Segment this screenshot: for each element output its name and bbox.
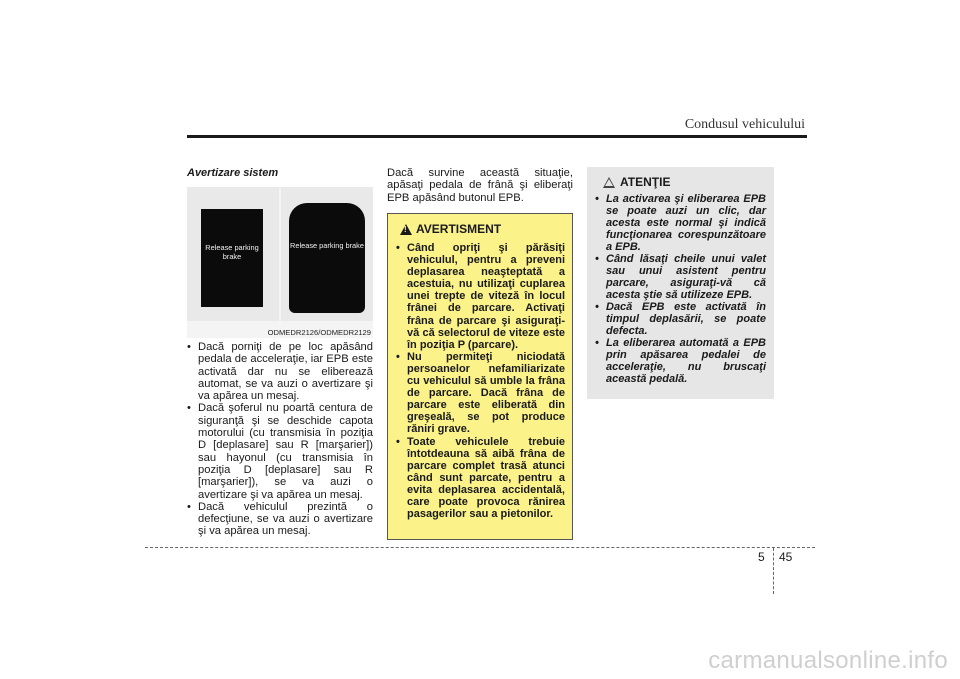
attention-box — [587, 167, 774, 399]
watermark: carmanualsonline.info — [708, 647, 948, 674]
list-item: • Când opriţi şi părăsiţi vehiculul, pentru a preveni deplasarea neaşteptată a acestuia, nu utilizaţi cuplarea unei trepte de viteză în locul frânei de parcare. Activaţi frâna de parcare şi asiguraţi-vă că selectorul de viteze este în poziţia P (parcare). — [396, 242, 565, 351]
cluster-screen-right — [289, 203, 365, 313]
footer-dashed-rule — [145, 547, 815, 548]
attention-header — [603, 175, 766, 189]
list-item: • Când lăsaţi cheile unui valet sau unui asistent pentru parcare, asiguraţi-vă că acesta ştie să utilizeze EPB. — [595, 253, 766, 301]
screen-message: Release parking brake — [205, 243, 259, 261]
page-number-divider — [773, 548, 774, 594]
figure-caption: ODMEDR2126/ODMEDR2129 — [267, 328, 371, 337]
list-item: • Dacă porniţi de pe loc apăsând pedala de acceleraţie, iar EPB este activată dar nu se eliberează automat, se va auzi o avertizare şi va apărea un mesaj. — [187, 341, 373, 402]
system-warning-list — [187, 341, 373, 538]
header-rule — [187, 135, 807, 138]
warning-header — [400, 222, 565, 236]
screen-message: Release parking brake — [290, 241, 364, 250]
warning-triangle-icon — [400, 224, 412, 235]
figure-panel-left — [187, 187, 279, 321]
list-item: • Toate vehiculele trebuie întotdeauna să aibă frâna de parcare complet trasă atunci când sunt parcate, pentru a evita deplasarea accidentală, care poate provoca rănirea pasagerilor sau a pietonilor. — [396, 436, 565, 521]
caution-triangle-icon — [603, 177, 615, 188]
cluster-message-figure — [187, 187, 373, 338]
chapter-number: 5 — [758, 550, 765, 564]
list-item: • La activarea şi eliberarea EPB se poate auzi un clic, dar acesta este normal şi indică funcţionarea corespunzătoare a EPB. — [595, 193, 766, 253]
figure-panel-right — [281, 187, 373, 321]
list-item: • La eliberarea automată a EPB prin apăsarea pedalei de acceleraţie, nu bruscaţi această pedală. — [595, 337, 766, 385]
warning-list — [396, 242, 565, 520]
page-number: 45 — [779, 550, 793, 564]
column-middle-intro: Dacă survine această situaţie, apăsaţi pedala de frână şi eliberaţi EPB apăsând butonul EPB. — [387, 167, 573, 204]
warning-title: AVERTISMENT — [416, 222, 502, 236]
attention-list — [595, 193, 766, 385]
list-item: • Dacă şoferul nu poartă centura de siguranţă şi se deschide capota motorului (cu transmisia în poziţia D [deplasare] sau R [marşarier]) sau hayonul (cu transmisia în poziţia D [deplasare] sau R [marşarier]), se va auzi o avertizare şi va apărea un mesaj. — [187, 402, 373, 500]
section-heading: Avertizare sistem — [187, 167, 279, 179]
warning-box — [387, 213, 573, 540]
cluster-screen-left — [201, 209, 263, 307]
attention-title: ATENŢIE — [620, 175, 671, 189]
list-item: • Dacă vehiculul prezintă o defecţiune, se va auzi o avertizare şi va apărea un mesaj. — [187, 501, 373, 538]
list-item: • Dacă EPB este activată în timpul deplasării, se poate defecta. — [595, 301, 766, 337]
list-item: • Nu permiteţi niciodată persoanelor nefamiliarizate cu vehiculul să umble la frâna de parcare. Dacă frâna de parcare este eliberată din greşeală, se pot produce răniri grave. — [396, 351, 565, 436]
page-header-title: Condusul vehiculului — [684, 117, 805, 132]
